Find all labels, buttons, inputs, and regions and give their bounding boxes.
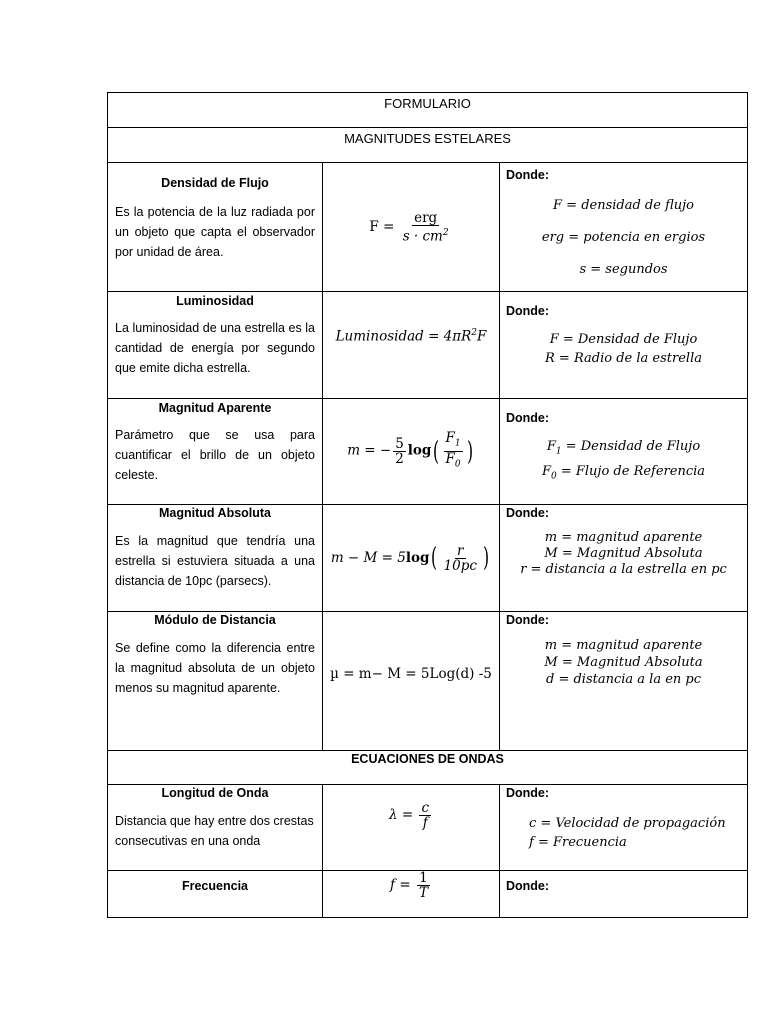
- concept-description: Es la potencia de la luz radiada por un objeto que capta el observador por unidad de área.: [115, 205, 315, 259]
- table-row: [107, 398, 748, 504]
- formula-cell: [323, 163, 500, 291]
- donde-label: Donde:: [506, 879, 550, 893]
- table-row: [107, 611, 748, 750]
- definitions-cell: [500, 612, 747, 750]
- concept-cell: [108, 163, 323, 291]
- concept-description: Distancia que hay entre dos crestas consecutivas en una onda: [115, 814, 314, 848]
- definitions-cell: [500, 292, 747, 398]
- section-header: ECUACIONES DE ONDAS: [351, 752, 504, 766]
- donde-label: Donde:: [506, 613, 550, 627]
- definitions-cell: [500, 871, 747, 917]
- concept-title: Módulo de Distancia: [154, 613, 276, 627]
- donde-label: Donde:: [506, 411, 550, 425]
- formula-cell: [323, 871, 500, 917]
- table-title-row: [107, 92, 748, 127]
- concept-cell: [108, 612, 323, 750]
- definitions-list: [506, 814, 741, 852]
- concept-description: Es la magnitud que tendría una estrella si estuviera situada a una distancia de 10pc (parsecs).: [115, 534, 315, 588]
- section-header-row: [107, 750, 748, 784]
- concept-cell: [108, 292, 323, 398]
- table-row: [107, 291, 748, 398]
- concept-title: Magnitud Absoluta: [158, 506, 272, 520]
- concept-cell: [108, 871, 323, 917]
- definition: m = magnitud aparente: [544, 530, 703, 545]
- definition: c = Velocidad de propagación: [529, 816, 726, 831]
- definition: r = distancia a la estrella en pc: [520, 562, 727, 577]
- concept-cell: [108, 505, 323, 611]
- definition: m = magnitud aparente: [544, 638, 703, 653]
- definitions-cell: [500, 163, 747, 291]
- definitions-list: [506, 190, 741, 286]
- definition: R = Radio de la estrella: [545, 351, 702, 366]
- table-row: [107, 504, 748, 611]
- formula: Luminosidad = $4\pi R^2F$: [335, 328, 487, 345]
- concept-title: Longitud de Onda: [161, 786, 269, 800]
- definition: f = Frecuencia: [529, 835, 627, 850]
- formula-cell: [323, 505, 500, 611]
- definitions-cell: [500, 785, 747, 870]
- concept-cell: [108, 785, 323, 870]
- concept-description: La luminosidad de una estrella es la cantidad de energía por segundo que emite dicha estrella.: [115, 321, 315, 375]
- donde-label: Donde:: [506, 304, 550, 318]
- section-header: MAGNITUDES ESTELARES: [344, 131, 511, 146]
- formula: m − M = 5log( $\frac{r}{10pc}$ ): [330, 542, 490, 574]
- table-title: FORMULARIO: [384, 96, 471, 111]
- formula-cell: [323, 292, 500, 398]
- formula: F = $\frac{\text{erg}}{s \cdot cm^2}$: [369, 209, 449, 245]
- definition: F = Densidad de Flujo: [549, 332, 698, 347]
- donde-label: Donde:: [506, 506, 550, 520]
- formula: m = − $\frac{5}{2}$ log( $\frac{F_1}{F_0}$ ): [347, 430, 473, 470]
- formula: f = $\frac{1}{T}$: [390, 870, 428, 901]
- definition: M = Magnitud Absoluta: [544, 655, 703, 670]
- formula-cell: [323, 399, 500, 504]
- formula: µ = m− M = 5Log(d) -5: [330, 666, 492, 682]
- definitions-list: [506, 530, 741, 578]
- definition: $F_1$ = Densidad de Flujo: [546, 439, 701, 457]
- definition: d = distancia a la en pc: [545, 672, 702, 687]
- formulario-table: [107, 92, 748, 918]
- donde-label: Donde:: [506, 786, 550, 800]
- formula: λ = $\frac{c}{f}$: [388, 800, 429, 831]
- definition: M = Magnitud Absoluta: [544, 546, 703, 561]
- concept-title: Frecuencia: [181, 879, 248, 893]
- table-row: [107, 162, 748, 291]
- definition: $F_0$ = Flujo de Referencia: [541, 463, 706, 482]
- definitions-list: [506, 637, 741, 688]
- definitions-cell: [500, 505, 747, 611]
- definitions-cell: [500, 399, 747, 504]
- section-header-row: [107, 127, 748, 162]
- definition: s = segundos: [579, 262, 668, 277]
- concept-cell: [108, 399, 323, 504]
- concept-description: Parámetro que se usa para cuantificar el brillo de un objeto celeste.: [115, 428, 315, 482]
- formula-cell: [323, 785, 500, 870]
- concept-title: Luminosidad: [176, 294, 254, 308]
- concept-description: Se define como la diferencia entre la magnitud absoluta de un objeto menos su magnitud aparente.: [115, 641, 315, 695]
- formula-cell: [323, 612, 500, 750]
- concept-title: Densidad de Flujo: [161, 176, 269, 190]
- definitions-list: [506, 330, 741, 368]
- table-row: [107, 870, 748, 918]
- definitions-list: [506, 437, 741, 486]
- table-row: [107, 784, 748, 870]
- definition: F = densidad de flujo: [553, 198, 694, 213]
- donde-label: Donde:: [506, 168, 550, 182]
- definition: erg = potencia en ergios: [541, 230, 706, 245]
- concept-title: Magnitud Aparente: [158, 401, 272, 415]
